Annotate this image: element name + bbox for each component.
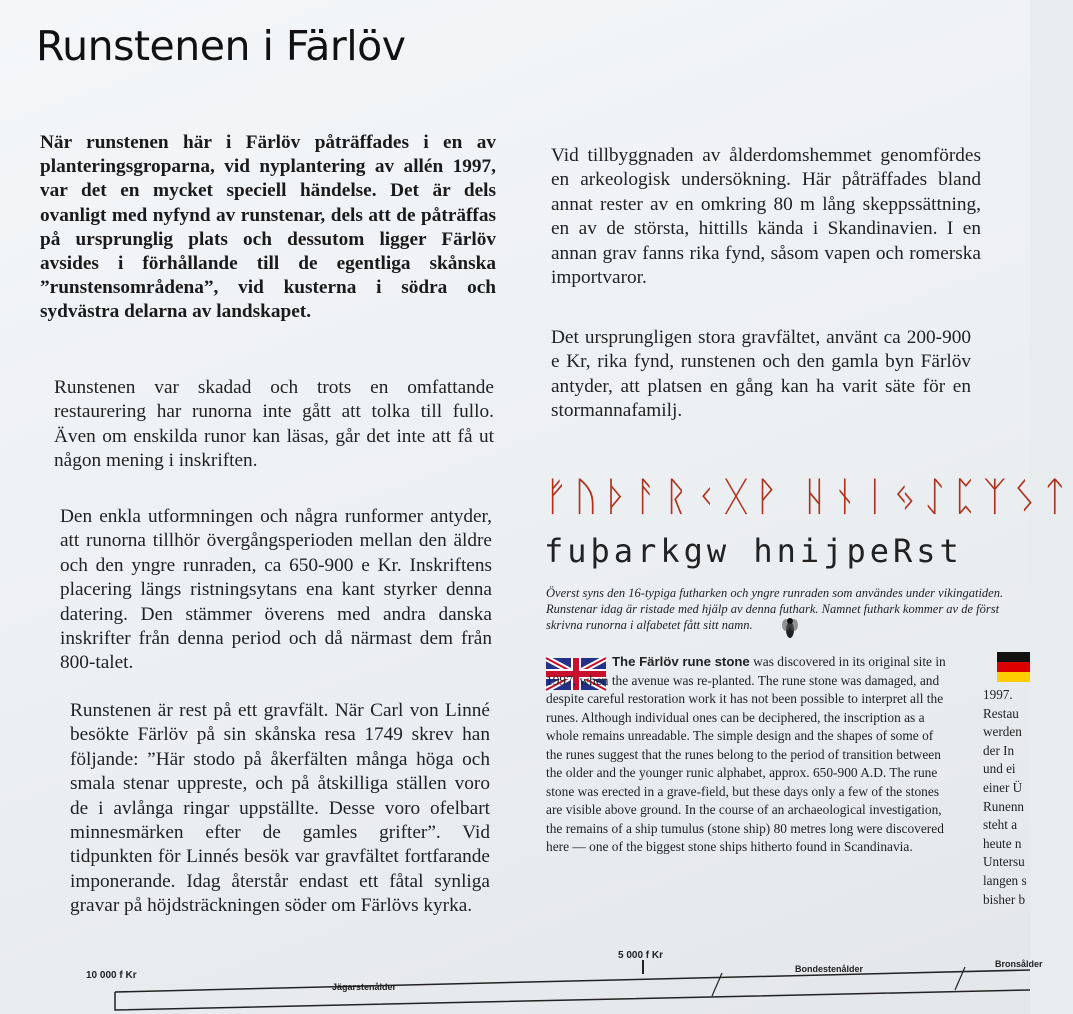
german-line: und ei <box>983 761 1016 777</box>
timeline-label-5000: 5 000 f Kr <box>618 950 664 961</box>
german-line: Restau <box>983 705 1019 721</box>
german-line: bisher b <box>983 891 1026 907</box>
futhark-caption: Överst syns den 16-typiga futharken och yngre runraden som användes under vikingatiden. Runstenar idag är ristade med hjälp av denna futhark. Namnet futhark kommer av de först skrivna runorna i alfabetet fått sitt namn. <box>546 586 1004 632</box>
fly-icon <box>780 616 800 642</box>
paragraph-dating: Den enkla utformningen och några runformer antyder, att runorna tillhör övergångsperioden mellan den äldre och den yngre runraden, ca 650-900 e Kr. Inskriftens placering längs ristningsytans ena kant styrker denna datering. Den stämmer överens med andra danska inskrifter från denna period och då närmast dem från 800-talet. <box>60 506 492 674</box>
german-flag-icon <box>997 652 1030 682</box>
english-text <box>546 653 951 857</box>
futhark-runes: ᚠᚢᚦᚨᚱᚲᚷᚹ ᚺᚾᛁᛃᛇᛈᛉᛊᛏ <box>544 474 1073 520</box>
timeline-period-farmer: Bondestenålder <box>795 964 864 974</box>
german-line: steht a <box>983 817 1018 833</box>
futhark-transliteration: fuþarkgw hnijpeRst <box>544 532 963 570</box>
german-line: Runenn <box>983 798 1025 814</box>
paragraph-gravefield: Det ursprungligen stora gravfältet, använt ca 200-900 e Kr, rika fynd, runstenen och den gamla byn Färlöv antyder, att platsen en gång kan ha varit säte för en stormannafamilj. <box>551 327 971 422</box>
german-line: der In <box>983 742 1015 758</box>
paragraph-linne: Runstenen är rest på ett gravfält. När Carl von Linné besökte Färlöv på sin skånska resa 1749 skrev han följande: ”Här stodo på åkerfälten många höga och smala stenar uppreste, och på åtskilliga ställen voro de i avlånga ringar uppställte. Desse voro ofelbart minnesmärken efter de gamles grifter”. Vid tidpunkten för Linnés besök var gravfältet fortfarande imponerande. Idag återstår endast ett fåtal synliga gravar på höjdsträckningen söder om Färlövs kyrka. <box>70 700 490 917</box>
english-lead: The Färlöv rune stone <box>612 654 750 669</box>
page-title: Runstenen i Färlöv <box>36 22 406 70</box>
timeline-label-10000: 10 000 f Kr <box>86 970 137 981</box>
german-line: heute n <box>983 835 1022 851</box>
timeline-period-hunter: Jägarstenålder <box>332 982 397 992</box>
lead-paragraph: När runstenen här i Färlöv påträffades i en av planteringsgroparna, vid nyplantering av allén 1997, var det en mycket speciell händelse. Det är dels ovanligt med nyfynd av runstenar, dels att de påträffas på ursprunglig plats och dessutom ligger Färlöv avsides i förhållande till de egentliga skånska ”runstensområdena”, vid kusterna i södra och sydvästra delarna av landskapet. <box>40 132 496 323</box>
german-line: 1997. <box>983 687 1013 702</box>
english-body: was discovered in its original site in 1997, when the avenue was re-planted. The rune stone was damaged, and despite careful restoration work it has not been possible to interpret all the runes. Although individual ones can be deciphered, the inscription as a whole remains unreadable. The simple design and the shapes of some of the runes suggest that the runes belong to the period of transition between the older and the younger runic alphabet, approx. 650-900 A.D. The rune stone was erected in a grave-field, but these days only a few of the stones are visible above ground. In the course of an archaeological investigation, the remains of a ship tumulus (stone ship) 80 metres long were discovered here — one of the biggest stone ships hitherto found in Scandinavia. <box>546 654 946 854</box>
timeline-period-bronze: Bronsålder <box>995 959 1043 969</box>
timeline <box>0 940 1043 1014</box>
paragraph-excavation: Vid tillbyggnaden av ålderdomshemmet genomfördes en arkeologisk undersökning. Här påträffades bland annat rester av en omkring 80 m lång skeppssättning, en av de största, hittills kända i Skandinavien. I en annan grav fanns rika fynd, såsom vapen och romerska importvaror. <box>551 145 981 289</box>
paragraph-restoration: Runstenen var skadad och trots en omfattande restaurering har runorna inte gått att tolka till fullo. Även om enskilda runor kan läsas, går det inte att få ut någon mening i inskriften. <box>54 377 494 472</box>
german-line: langen s <box>983 872 1027 888</box>
german-line: werden <box>983 724 1022 740</box>
german-text <box>983 686 1030 909</box>
german-line: einer Ü <box>983 779 1023 795</box>
german-line: Untersu <box>983 854 1025 870</box>
